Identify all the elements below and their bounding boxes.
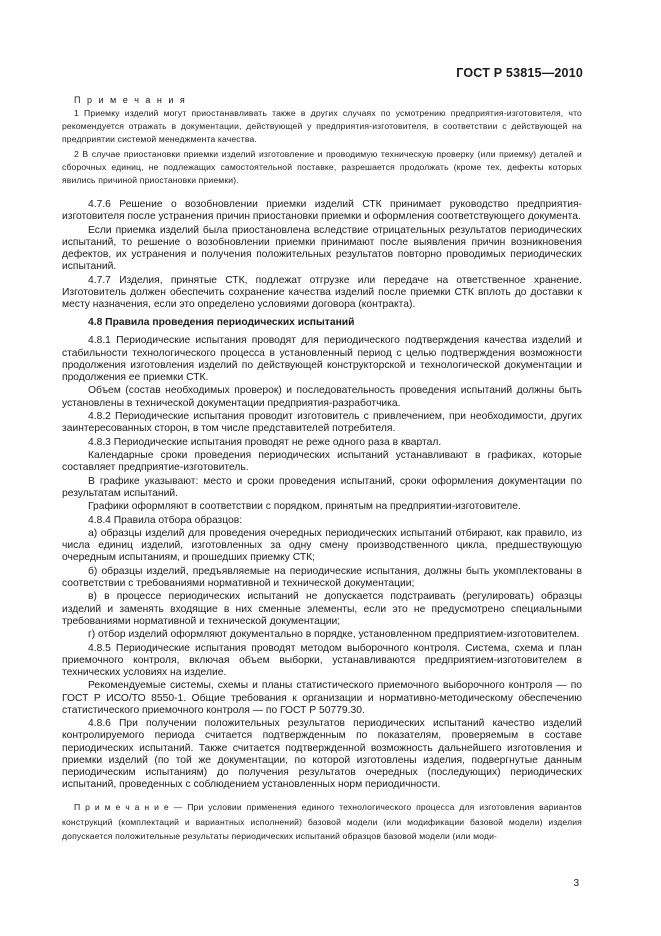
- list-item: б) образцы изделий, предъявляемые на периодические испытания, должны быть укомплектованы в соответствии с требованиями нормативной и технической документации;: [62, 565, 582, 589]
- note-label: П р и м е ч а н и е: [74, 802, 169, 813]
- paragraph: 4.8.6 При получении положительных результатов периодических испытаний качество изделий контролируемого периода считается подтвержденным по показателям, проверяемым в составе периодических испытаний. Также считается подтвержденной возможность дальнейшего изготовления и приемки изделий (по той же документации, по которой изготовлены изделия, подвергнутые данным периодическим испытаниям) до получения результатов очередных (последующих) периодических испытаний, проведенных с соблюдением установленных норм периодичности.: [62, 718, 582, 791]
- notes-top: [62, 94, 582, 187]
- list-item: а) образцы изделий для проведения очередных периодических испытаний отбирают, как правило, из числа единиц изделий, изготовленных за одну смену производственного цикла, предшествующую очередным испытаниям, и прошедших приемку СТК;: [62, 527, 582, 564]
- section-heading: 4.8 Правила проведения периодических испытаний: [88, 317, 355, 329]
- notes-title: П р и м е ч а н и я: [74, 95, 187, 105]
- note-text: — При условии применения единого технологического процесса для изготовления вариантов конструкций (комплектаций и вариантных исполнений) базовой модели (или модификации базовой модели) изделия допускается положительные результаты периодических испытаний образцов базовой модели (или моди-: [62, 802, 583, 842]
- paragraph: Объем (состав необходимых проверок) и последовательность проведения испытаний должны быть установлены в технической документации предприятия-разработчика.: [62, 385, 582, 409]
- paragraph: Календарные сроки проведения периодических испытаний устанавливают в графиках, которые составляет предприятие-изготовитель.: [62, 449, 582, 474]
- standard-code-header: ГОСТ Р 53815—2010: [456, 66, 583, 80]
- paragraph: 4.7.6 Решение о возобновлении приемки изделий СТК принимает руководство предприятия-изготовителя после устранения причин приостановки приемки и оформления соответствующего документа.: [62, 199, 582, 223]
- list-item: г) отбор изделий оформляют документально в порядке, установленном предприятием-изготовителем.: [88, 629, 580, 641]
- page-content: [62, 94, 582, 844]
- note-bottom: [62, 800, 582, 844]
- paragraph: 4.8.5 Периодические испытания проводят методом выборочного контроля. Система, схема и план приемочного контроля, включая объем выборки, устанавливаются предприятием-изготовителем в технических условиях на изделие.: [62, 642, 582, 678]
- paragraph: Если приемка изделий была приостановлена вследствие отрицательных результатов периодических испытаний, то решение о возобновлении приемки принимают после выявления причин возникновения дефектов, их устранения и получения положительных результатов повторно проводимых периодических испытаний.: [62, 224, 582, 273]
- paragraph: В графике указывают: место и сроки проведения испытаний, сроки оформления документации по результатам испытаний.: [62, 475, 582, 499]
- paragraph: 4.8.4 Правила отбора образцов:: [88, 514, 243, 526]
- paragraph: Рекомендуемые системы, схемы и планы статистического приемочного выборочного контроля — по ГОСТ Р ИСО/ТО 8550-1. Общие требования к организации и нормативно-методическому обеспечению статистического приемочного контроля — по ГОСТ Р 50779.30.: [62, 680, 582, 716]
- paragraph: 4.8.3 Периодические испытания проводят не реже одного раза в квартал.: [88, 436, 442, 448]
- paragraph: 4.7.7 Изделия, принятые СТК, подлежат отгрузке или передаче на ответственное хранение. Изготовитель должен обеспечить сохранение качества изделий после приемки СТК вплоть до доставки к месту назначения, если это определено условиями договора (контракта).: [62, 274, 582, 310]
- page-number: 3: [573, 878, 579, 889]
- note-item: 1 Приемку изделий могут приостанавливать также в других случаях по усмотрению предприятия-изготовителя, что рекомендуется отражать в документации, действующей у предприятия-изготовителя, в соответствии с действующей на предприятии системой менеджмента качества.: [62, 108, 582, 144]
- paragraph: Графики оформляют в соответствии с порядком, принятым на предприятии-изготовителе.: [88, 501, 521, 513]
- note-item: 2 В случае приостановки приемки изделий изготовление и проводимую техническую проверку (или приемку) деталей и сборочных единиц, не подлежащих самостоятельной поставке, разрешается продолжать (кроме тех, дефекты которых явились причиной приостановки приемки).: [62, 149, 582, 185]
- list-item: в) в процессе периодических испытаний не допускается подстраивать (регулировать) образцы изделий и заменять входящие в них сменные элементы, если это не предусмотрено специальными требованиями нормативной и технической документации;: [62, 591, 582, 627]
- paragraph: 4.8.2 Периодические испытания проводит изготовитель с привлечением, при необходимости, других заинтересованных сторон, в том числе представителей потребителя.: [62, 411, 582, 435]
- paragraph: 4.8.1 Периодические испытания проводят для периодического подтверждения качества изделий и стабильности технологического процесса в установленный период с целью подтверждения возможности продолжения изготовления изделий по действующей конструкторской и технологической документации и продолжения ее приемки СТК.: [62, 335, 582, 384]
